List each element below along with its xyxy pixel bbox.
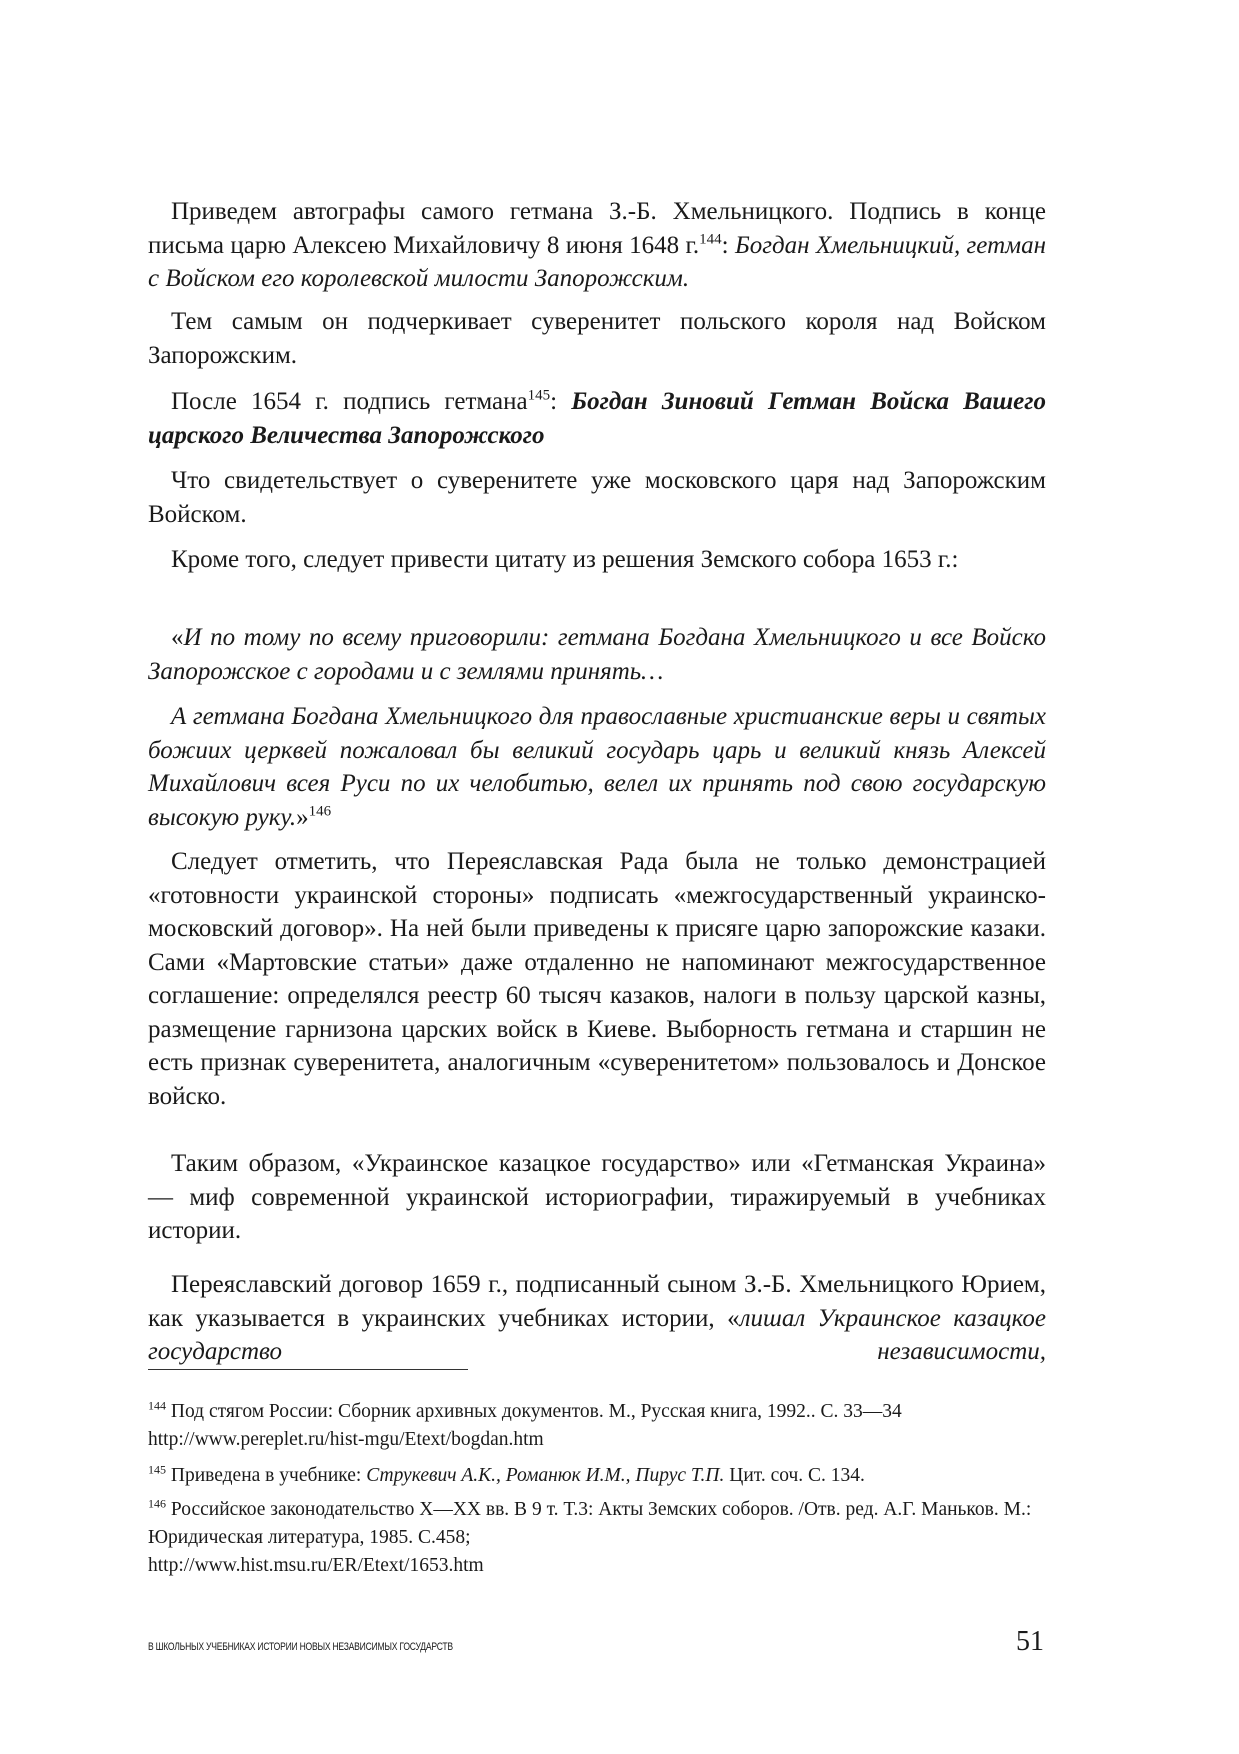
text: Что свидетельствует о суверенитете уже московского царя над Запорожским Войском.: [148, 467, 1046, 528]
paragraph-4: [148, 464, 1046, 531]
footnote-ref-145[interactable]: 145: [527, 387, 551, 404]
paragraph-2: [148, 305, 1046, 372]
text: :: [721, 231, 735, 259]
quote-text: И по тому по всему приговорили: гетмана Богдана Хмельницкого и все Войско Запорожское с городами и с землями принять…: [148, 624, 1046, 685]
text: Приведем автографы самого гетмана З.-Б. Хмельницкого. Подпись в конце письма царю Алексею Михайловичу 8 июня 1648 г.: [148, 198, 1046, 259]
running-title: В ШКОЛЬНЫХ УЧЕБНИКАХ ИСТОРИИ НОВЫХ НЕЗАВИСИМЫХ ГОСУДАРСТВ: [148, 1641, 453, 1653]
footnote-link[interactable]: http://www.hist.msu.ru/ER/Etext/1653.htm: [148, 1555, 484, 1576]
quote-paragraph-1: [148, 621, 1046, 688]
text: :: [550, 388, 572, 415]
text: Кроме того, следует привести цитату из решения Земского собора 1653 г.:: [171, 546, 959, 573]
paragraph-6: [148, 845, 1046, 1113]
footnote-text: Приведена в учебнике:: [170, 1465, 367, 1486]
footnote-145: [148, 1462, 1046, 1490]
paragraph-7: [148, 1147, 1046, 1248]
footnote-144: [148, 1398, 1046, 1454]
quote-text: А гетмана Богдана Хмельницкого для православные христианские веры и святых божиих церквей пожаловал бы великий государь царь и великий князь Алексей Михайлович всея Руси по их челобитью, велел их принять под свою государскую высокую руку.: [148, 703, 1046, 831]
footnote-number: 145: [148, 1462, 166, 1477]
text: «: [171, 624, 184, 651]
text: После 1654 г. подпись гетмана: [171, 388, 528, 415]
footnote-text: Цит. соч. С. 134.: [724, 1465, 865, 1486]
footnote-text: Российское законодательство X—XX вв. В 9 т. Т.3: Акты Земских соборов. /Отв. ред. А.Г. Маньков. М.: Юридическая литература, 1985. С.458;: [148, 1499, 1032, 1548]
footnote-number: 144: [148, 1398, 166, 1413]
paragraph-1: [148, 195, 1046, 296]
quote-signature: Богдан Хмельницкий, гетман с Войском его королевской милости Запорожским.: [148, 231, 1046, 292]
page-number: 51: [1016, 1626, 1044, 1657]
paragraph-3: [148, 385, 1046, 452]
text: Таким образом, «Украинское казацкое государство» или «Гетманская Украина» — миф современной украинской историографии, тиражируемый в учебниках истории.: [148, 1150, 1046, 1244]
footnote-separator: [148, 1369, 468, 1370]
paragraph-5: [148, 543, 1046, 577]
footnote-number: 146: [148, 1496, 166, 1511]
footnote-ref-144[interactable]: 144: [699, 231, 722, 248]
footnote-authors: Струкевич А.К., Романюк И.М., Пирус Т.П.: [366, 1465, 725, 1486]
quote-text: лишал Украинское казацкое государство независимости,: [148, 1304, 1046, 1365]
text: Следует отметить, что Переяславская Рада была не только демонстрацией «готовности украинской стороны» подписать «межгосударственный украинско-московский договор». На ней были приведены к присяге царю запорожские казаки. Сами «Мартовские статьи» даже отдаленно не напоминают межгосударственное соглашение: определялся реестр 60 тысяч казаков, налоги в пользу царской казны, размещение гарнизона царских войск в Киеве. Выборность гетмана и старшин не есть признак суверенитета, аналогичным «суверенитетом» пользовалось и Донское войско.: [148, 848, 1046, 1110]
paragraph-8: [148, 1268, 1046, 1369]
text: Тем самым он подчеркивает суверенитет польского короля над Войском Запорожским.: [148, 308, 1046, 369]
footnote-text: Под стягом России: Сборник архивных документов. М., Русская книга, 1992.. С. 33—34 http://www.pereplet.ru/hist-mgu/Etext/bogdan.htm: [148, 1401, 902, 1450]
text: »: [296, 803, 309, 831]
signature-bold-italic: Богдан Зиновий Гетман Войска Вашего царского Величества Запорожского: [148, 388, 1046, 449]
footnote-146: [148, 1496, 1046, 1580]
footnote-ref-146[interactable]: 146: [308, 803, 332, 820]
text: Переяславский договор 1659 г., подписанный сыном З.-Б. Хмельницкого Юрием, как указывается в украинских учебниках истории, «: [148, 1271, 1046, 1332]
quote-paragraph-2: [148, 700, 1046, 834]
